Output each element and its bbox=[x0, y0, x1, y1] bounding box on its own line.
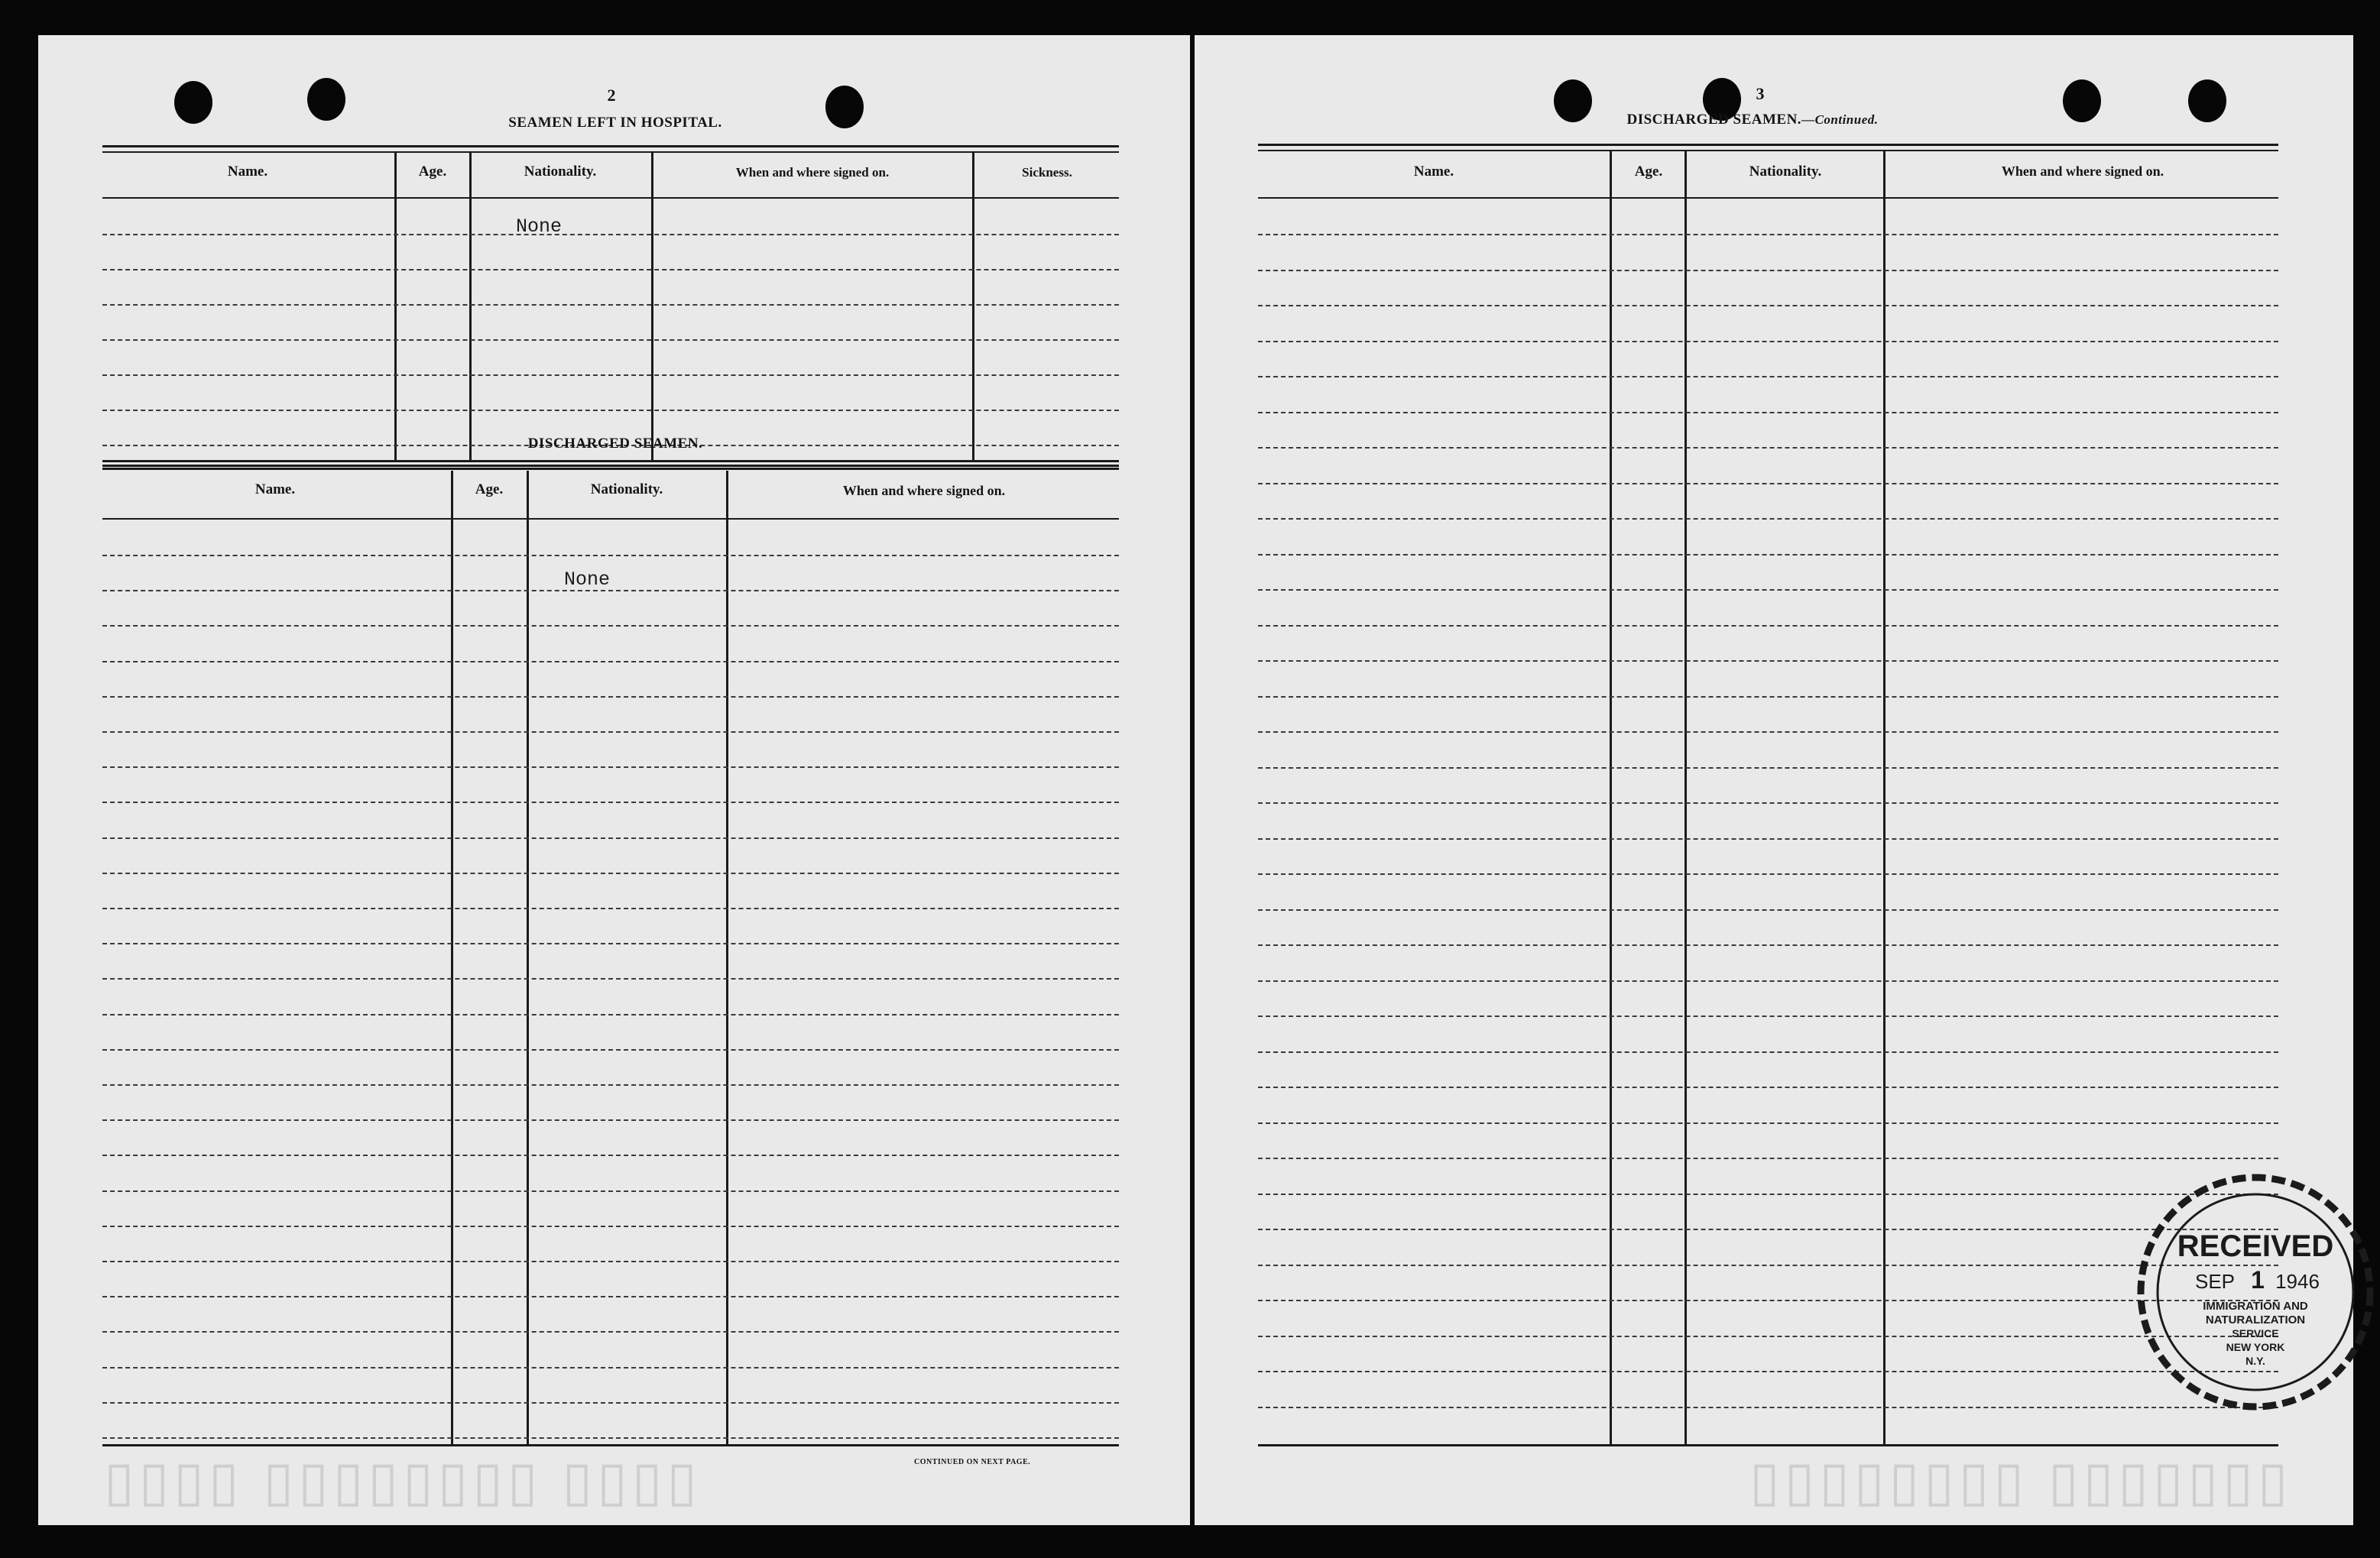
entry-line bbox=[102, 1084, 1119, 1086]
stamp-year: 1946 bbox=[2275, 1270, 2320, 1293]
punch-hole bbox=[2188, 79, 2226, 122]
entry-line bbox=[102, 802, 1119, 803]
entry-line bbox=[1258, 1300, 2278, 1301]
bleed-through-text: ▯▯▯▯ ▯▯▯▯▯▯▯▯ ▯▯▯▯ bbox=[99, 1451, 697, 1512]
entry-line bbox=[102, 943, 1119, 944]
right-page bbox=[1195, 35, 2353, 1525]
entry-line bbox=[1258, 1051, 2278, 1053]
page-number: 3 bbox=[1756, 84, 1765, 103]
column-header-age: Age. bbox=[1634, 164, 1663, 180]
page-title-main: DISCHARGED SEAMEN. bbox=[1626, 112, 1802, 128]
entry-line bbox=[102, 1402, 1119, 1404]
column-divider bbox=[394, 153, 397, 462]
entry-line bbox=[1258, 1194, 2278, 1195]
entry-line bbox=[1258, 873, 2278, 875]
column-divider bbox=[726, 471, 728, 1445]
table-rule bbox=[102, 460, 1119, 462]
entry-line bbox=[102, 1226, 1119, 1227]
column-divider bbox=[651, 153, 653, 462]
entry-line bbox=[102, 234, 1119, 235]
entry-line bbox=[1258, 1229, 2278, 1230]
stamp-day: 1 bbox=[2251, 1266, 2265, 1294]
column-divider bbox=[972, 153, 974, 462]
entry-line bbox=[1258, 767, 2278, 769]
entry-line bbox=[102, 1367, 1119, 1369]
entry-line bbox=[102, 1014, 1119, 1015]
entry-line bbox=[1258, 1336, 2278, 1337]
column-divider bbox=[469, 153, 472, 462]
column-header-name: Name. bbox=[1413, 164, 1454, 180]
column-header-signed-on: When and where signed on. bbox=[2001, 164, 2164, 179]
punch-hole bbox=[1554, 79, 1592, 122]
entry-line bbox=[1258, 518, 2278, 520]
table-rule bbox=[102, 465, 1119, 467]
entry-line bbox=[1258, 412, 2278, 413]
entry-line bbox=[1258, 589, 2278, 591]
entry-line bbox=[1258, 1087, 2278, 1088]
entry-line bbox=[1258, 447, 2278, 449]
received-stamp bbox=[2129, 1166, 2380, 1418]
stamp-line: SERVICE bbox=[2232, 1327, 2279, 1339]
entry-line bbox=[1258, 1407, 2278, 1408]
entry-line bbox=[102, 410, 1119, 411]
entry-line bbox=[102, 374, 1119, 376]
header-rule bbox=[102, 518, 1119, 520]
entry-line bbox=[102, 1331, 1119, 1333]
bleed-through-text: ▯▯▯▯▯▯▯ ▯▯▯▯▯▯▯▯ bbox=[1745, 1451, 2288, 1512]
page-title-suffix: —Continued. bbox=[1801, 112, 1879, 127]
stamp-word: RECEIVED bbox=[2177, 1229, 2334, 1263]
punch-hole bbox=[825, 86, 864, 128]
entry-line bbox=[102, 696, 1119, 698]
entry-line bbox=[102, 1437, 1119, 1439]
column-divider bbox=[1883, 151, 1886, 1444]
entry-line bbox=[102, 661, 1119, 662]
entry-line bbox=[102, 1119, 1119, 1121]
entry-line bbox=[1258, 554, 2278, 556]
entry-line bbox=[102, 304, 1119, 306]
entry-line bbox=[102, 1049, 1119, 1051]
entry-line bbox=[1258, 909, 2278, 911]
entry-line bbox=[102, 908, 1119, 909]
entry-line bbox=[102, 873, 1119, 874]
table-rule bbox=[102, 1444, 1119, 1446]
page-number: 2 bbox=[607, 86, 616, 105]
left-page bbox=[38, 35, 1190, 1525]
entry-line bbox=[102, 731, 1119, 733]
table-rule bbox=[1258, 144, 2278, 146]
table-rule bbox=[102, 151, 1119, 153]
column-header-name: Name. bbox=[227, 164, 268, 180]
entry-line bbox=[1258, 1158, 2278, 1159]
column-header-signed-on: When and where signed on. bbox=[735, 165, 890, 180]
punch-hole bbox=[2063, 79, 2101, 122]
stamp-line: NATURALIZATION bbox=[2205, 1313, 2306, 1326]
entry-line bbox=[1258, 234, 2278, 235]
entry-line bbox=[102, 1261, 1119, 1262]
entry-line bbox=[1258, 838, 2278, 840]
entry-line bbox=[102, 837, 1119, 839]
column-divider bbox=[1610, 151, 1612, 1444]
column-header-nationality: Nationality. bbox=[590, 481, 663, 497]
entry-line bbox=[102, 625, 1119, 627]
discharged-entry-text: None bbox=[564, 568, 611, 591]
entry-line bbox=[102, 555, 1119, 556]
entry-line bbox=[1258, 625, 2278, 627]
punch-hole bbox=[307, 78, 345, 121]
table-rule bbox=[102, 468, 1119, 470]
column-header-signed-on: When and where signed on. bbox=[842, 483, 1006, 498]
hospital-section-title: SEAMEN LEFT IN HOSPITAL. bbox=[508, 115, 722, 131]
entry-line bbox=[1258, 1371, 2278, 1372]
table-rule bbox=[1258, 150, 2278, 151]
table-rule bbox=[1258, 1444, 2278, 1446]
column-divider bbox=[1684, 151, 1687, 1444]
stamp-line: IMMIGRATION AND bbox=[2203, 1300, 2308, 1313]
entry-line bbox=[1258, 944, 2278, 946]
discharged-section-title: DISCHARGED SEAMEN. bbox=[527, 436, 703, 452]
page-title bbox=[1592, 112, 1913, 128]
column-header-sickness: Sickness. bbox=[1022, 165, 1072, 180]
punch-hole bbox=[174, 81, 212, 124]
continued-footer: CONTINUED ON NEXT PAGE. bbox=[914, 1458, 1031, 1466]
entry-line bbox=[1258, 660, 2278, 662]
stamp-month: SEP bbox=[2194, 1270, 2236, 1293]
stamp-line: NEW YORK bbox=[2226, 1341, 2285, 1353]
entry-line bbox=[102, 590, 1119, 591]
column-header-name: Name. bbox=[255, 481, 296, 497]
entry-line bbox=[102, 1155, 1119, 1156]
column-header-age: Age. bbox=[418, 164, 447, 180]
stamp-line: N.Y. bbox=[2245, 1355, 2265, 1367]
entry-line bbox=[1258, 1122, 2278, 1124]
entry-line bbox=[1258, 696, 2278, 698]
column-header-nationality: Nationality. bbox=[524, 164, 597, 180]
entry-line bbox=[1258, 731, 2278, 733]
entry-line bbox=[102, 339, 1119, 341]
column-divider bbox=[527, 471, 529, 1445]
column-header-age: Age. bbox=[475, 481, 504, 497]
column-header-nationality: Nationality. bbox=[1749, 164, 1822, 180]
entry-line bbox=[1258, 1015, 2278, 1017]
header-rule bbox=[1258, 197, 2278, 199]
entry-line bbox=[1258, 980, 2278, 982]
entry-line bbox=[1258, 376, 2278, 377]
entry-line bbox=[102, 766, 1119, 768]
entry-line bbox=[1258, 341, 2278, 342]
entry-line bbox=[1258, 802, 2278, 804]
entry-line bbox=[102, 1190, 1119, 1192]
entry-line bbox=[1258, 305, 2278, 306]
hospital-entry-text: None bbox=[516, 215, 563, 238]
entry-line bbox=[102, 1296, 1119, 1297]
entry-line bbox=[102, 978, 1119, 980]
entry-line bbox=[102, 269, 1119, 270]
table-rule bbox=[102, 145, 1119, 147]
column-divider bbox=[451, 471, 453, 1445]
entry-line bbox=[1258, 270, 2278, 271]
header-rule bbox=[102, 197, 1119, 199]
entry-line bbox=[1258, 483, 2278, 484]
entry-line bbox=[1258, 1265, 2278, 1266]
